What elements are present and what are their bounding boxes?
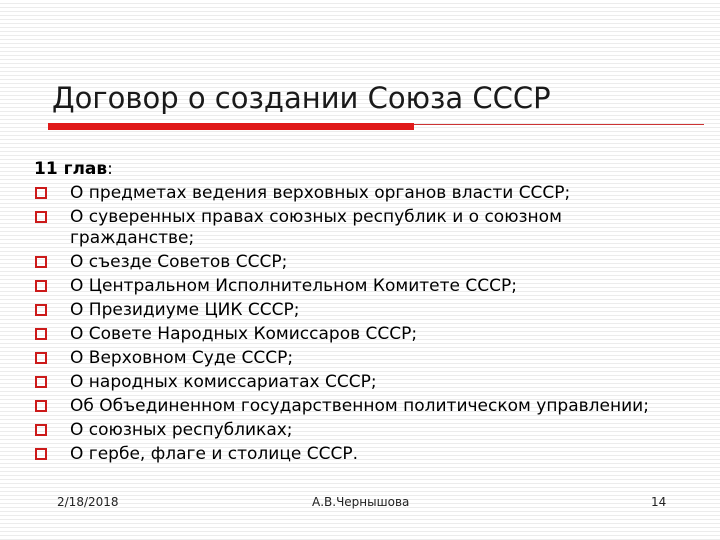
list-item bbox=[34, 276, 674, 297]
slide-title: Договор о создании Союза СССР bbox=[52, 81, 551, 115]
square-bullet-icon bbox=[35, 448, 47, 460]
slide-content bbox=[34, 159, 674, 465]
square-bullet-icon bbox=[35, 328, 47, 340]
footer-page-number: 14 bbox=[651, 495, 667, 509]
list-item-text: О суверенных правах союзных республик и о союзном гражданстве; bbox=[70, 207, 562, 248]
list-item bbox=[34, 444, 674, 465]
square-bullet-icon bbox=[35, 187, 47, 199]
list-item-text: О Центральном Исполнительном Комитете СССР; bbox=[70, 276, 517, 296]
list-item bbox=[34, 183, 674, 204]
list-item-text: О Верховном Суде СССР; bbox=[70, 348, 294, 368]
square-bullet-icon bbox=[35, 376, 47, 388]
list-item-text: О гербе, флаге и столице СССР. bbox=[70, 444, 359, 464]
square-bullet-icon bbox=[35, 256, 47, 268]
title-underline-accent bbox=[48, 123, 414, 130]
list-item bbox=[34, 396, 674, 417]
square-bullet-icon bbox=[35, 280, 47, 292]
list-item-text: О союзных республиках; bbox=[70, 420, 293, 440]
list-item bbox=[34, 207, 674, 249]
list-item-text: О Президиуме ЦИК СССР; bbox=[70, 300, 300, 320]
square-bullet-icon bbox=[35, 352, 47, 364]
list-item bbox=[34, 420, 674, 441]
square-bullet-icon bbox=[35, 211, 47, 223]
chapters-heading-colon: : bbox=[107, 159, 113, 179]
square-bullet-icon bbox=[35, 424, 47, 436]
square-bullet-icon bbox=[35, 304, 47, 316]
list-item bbox=[34, 300, 674, 321]
list-item-text: О Совете Народных Комиссаров СССР; bbox=[70, 324, 418, 344]
list-item bbox=[34, 372, 674, 393]
list-item bbox=[34, 348, 674, 369]
footer-date: 2/18/2018 bbox=[57, 495, 119, 509]
list-item-text: О предметах ведения верховных органов власти СССР; bbox=[70, 183, 571, 203]
list-item bbox=[34, 252, 674, 273]
chapters-heading bbox=[34, 159, 674, 180]
list-item-text: Об Объединенном государственном политическом управлении; bbox=[70, 396, 649, 416]
chapters-list bbox=[34, 183, 674, 465]
chapters-count: 11 глав bbox=[34, 159, 108, 179]
list-item-text: О народных комиссариатах СССР; bbox=[70, 372, 377, 392]
list-item bbox=[34, 324, 674, 345]
square-bullet-icon bbox=[35, 400, 47, 412]
footer-author: А.В.Чернышова bbox=[312, 495, 410, 509]
list-item-text: О съезде Советов СССР; bbox=[70, 252, 288, 272]
